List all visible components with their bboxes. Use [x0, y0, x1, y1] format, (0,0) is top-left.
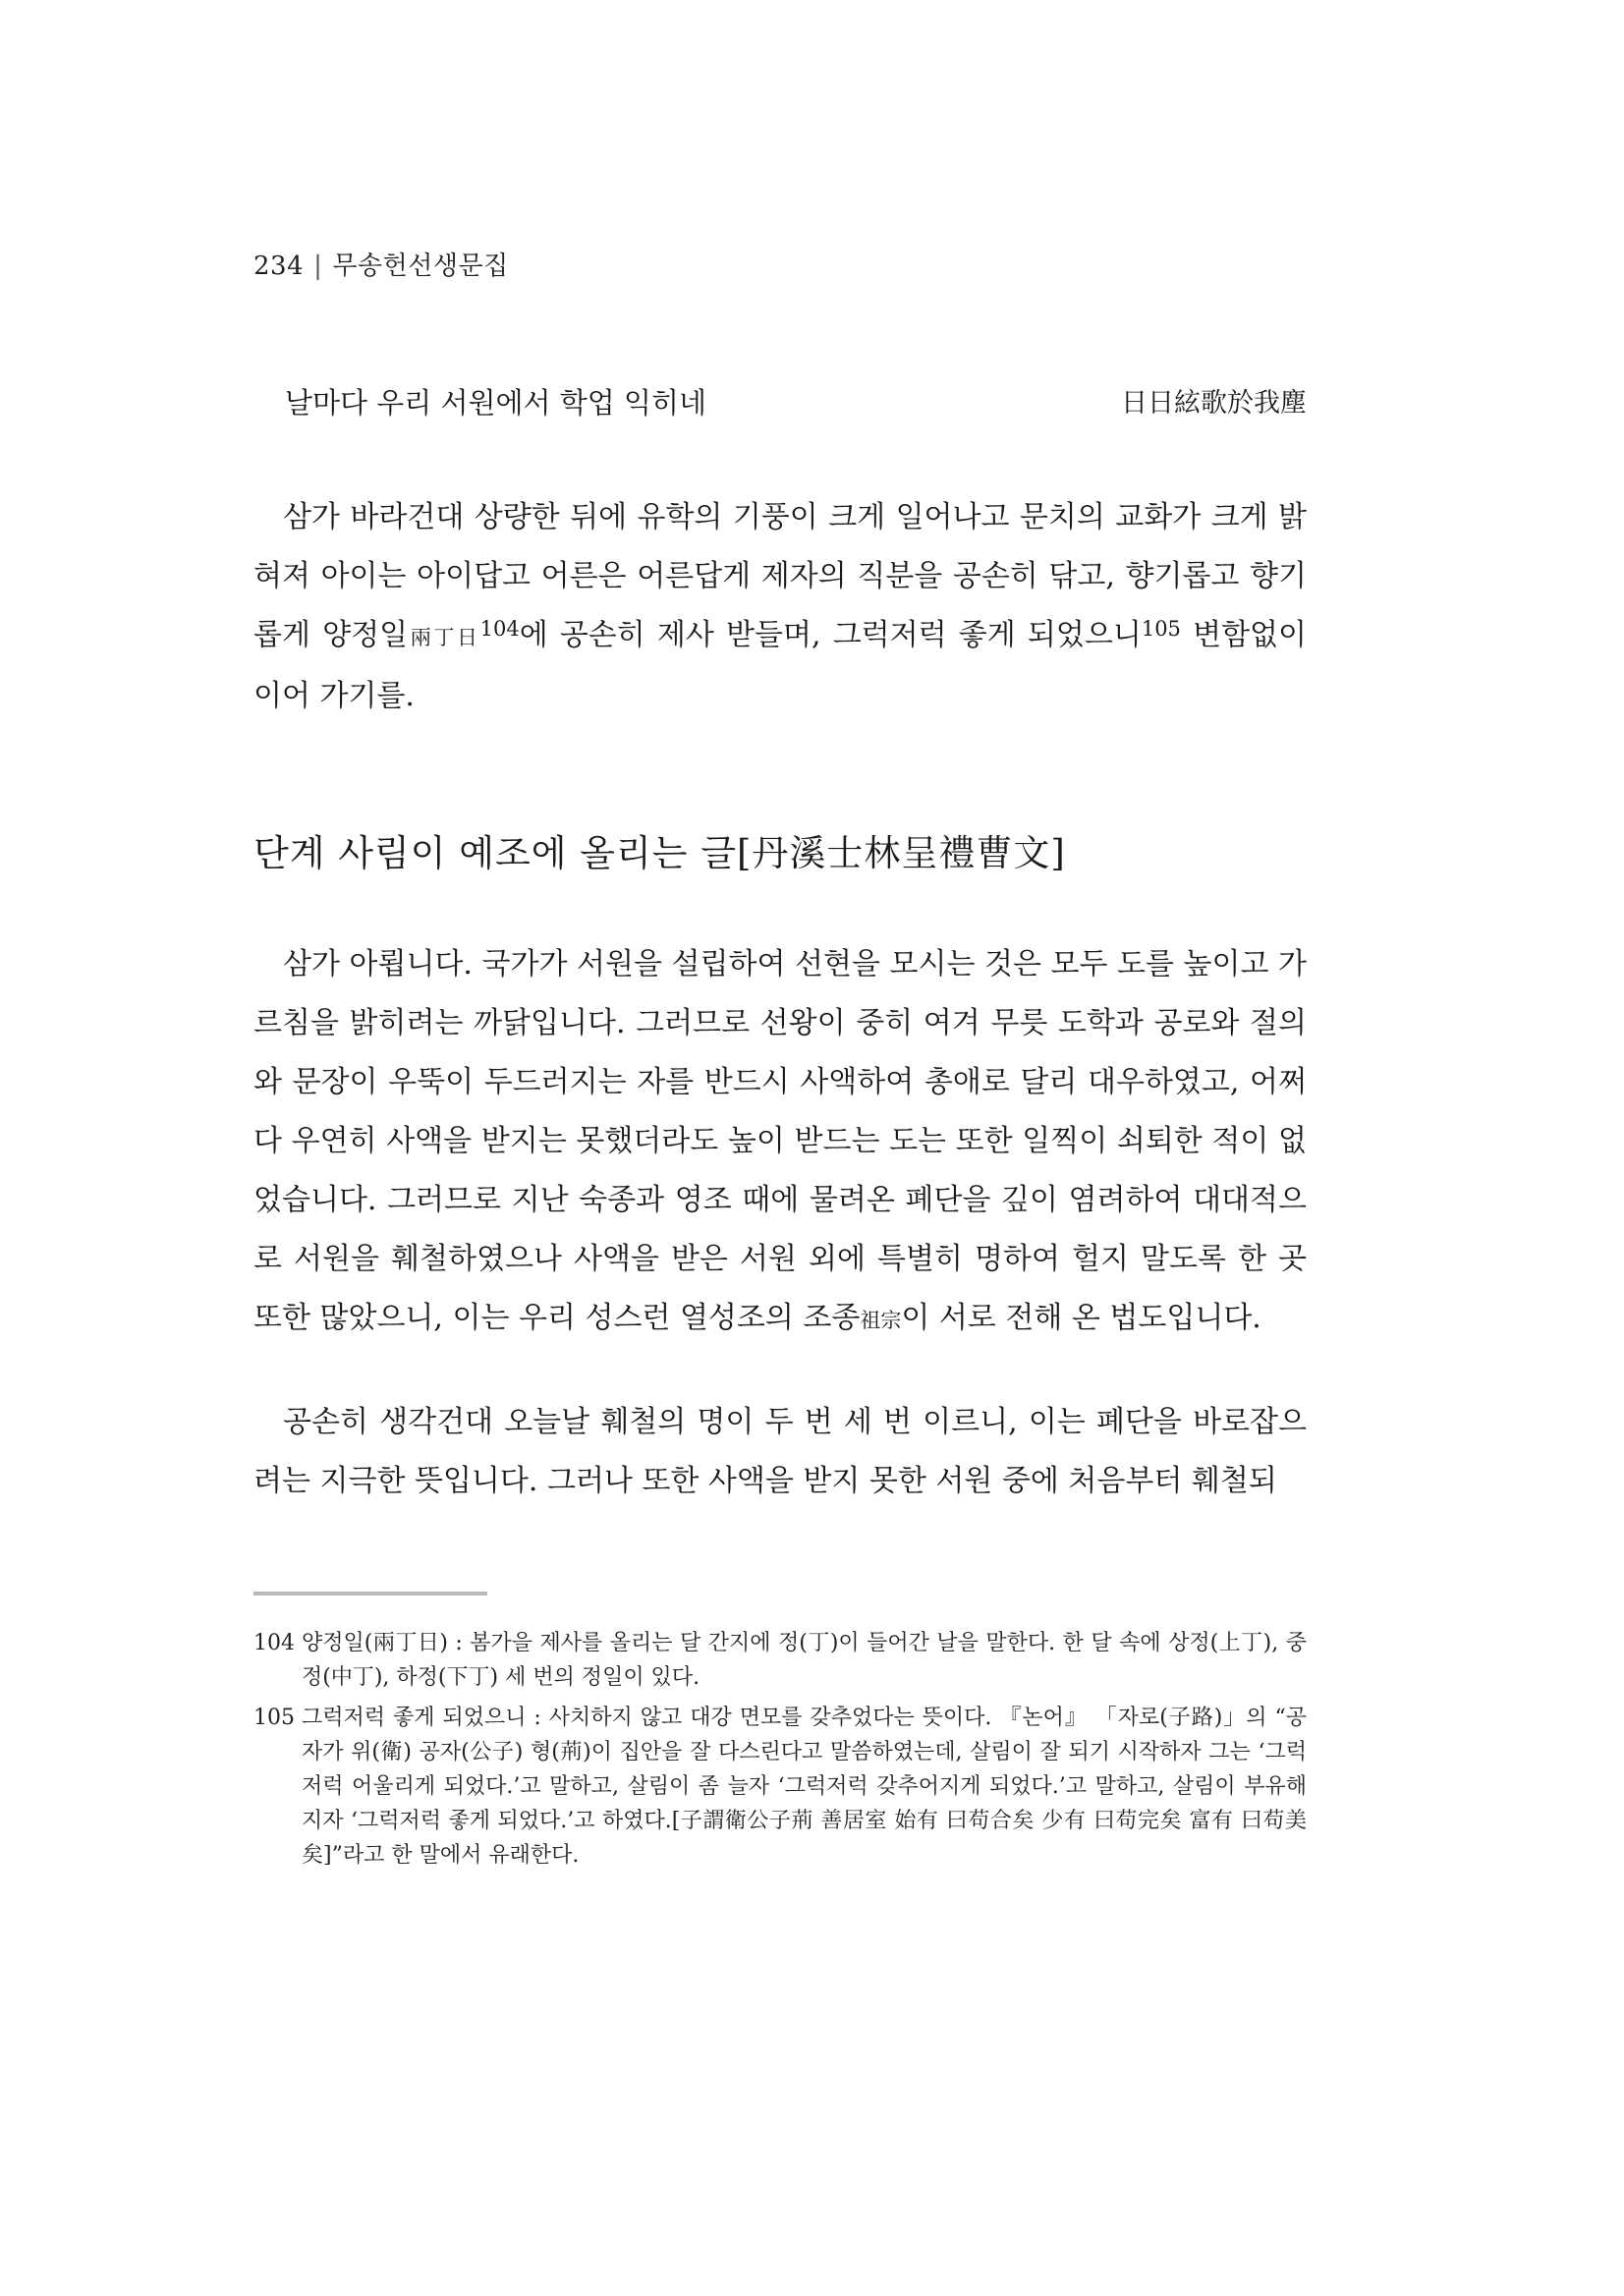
verse-chinese: 日日絃歌於我塵: [1121, 388, 1307, 419]
para2-text-b: 이 서로 전해 온 법도입니다.: [901, 1301, 1261, 1335]
section-title: 단계 사림이 예조에 올리는 글[丹溪士林呈禮曹文]: [253, 832, 1066, 874]
para1-text-c: 변함없이 이어 가기를.: [253, 618, 1308, 713]
footnote-ref-105[interactable]: 105: [1141, 617, 1181, 641]
footnote-number: 104: [253, 1631, 295, 1655]
body-paragraph-2: [253, 935, 1307, 1350]
para2-text-a: 삼가 아룁니다. 국가가 서원을 설립하여 선현을 모시는 것은 모두 도를 높이고 가르침을 밝히려는 까닭입니다. 그러므로 선왕이 중히 여겨 무릇 도학과 공로와 절의와 문장이 우뚝이 두드러지는 자를 반드시 사액하여 총애로 달리 대우하였고, 어쩌다 우연히 사액을 받지는 못했더라도 높이 받드는 도는 또한 일찍이 쇠퇴한 적이 없었습니다. 그러므로 지난 숙종과 영조 때에 물려온 폐단을 깊이 염려하여 대대적으로 서원을 훼철하였으나 사액을 받은 서원 외에 특별히 명하여 헐지 말도록 한 곳 또한 많았으니, 이는 우리 성스런 열성조의 조종: [253, 947, 1307, 1335]
para1-text-a: 삼가 바라건대 상량한 뒤에 유학의 기풍이 크게 일어나고 문치의 교화가 크게 밝혀져 아이는 아이답고 어른은 어른답게 제자의 직분을 공손히 닦고, 향기롭고 향기롭게 양정일: [253, 500, 1307, 652]
hanja-annotation: 祖宗: [860, 1309, 902, 1332]
para1-text-b: 에 공손히 제사 받들며, 그럭저럭 좋게 되었으니: [519, 618, 1142, 652]
running-header: [253, 246, 509, 282]
body-paragraph-1: [253, 488, 1307, 726]
header-separator: |: [313, 252, 323, 281]
hanja-annotation: 兩丁日: [408, 626, 480, 649]
footnote-104: [253, 1626, 1307, 1695]
footnote-number: 105: [253, 1706, 295, 1730]
body-paragraph-3: 공손히 생각건대 오늘날 훼철의 명이 두 번 세 번 이르니, 이는 폐단을 바로잡으려는 지극한 뜻입니다. 그러나 또한 사액을 받지 못한 서원 중에 처음부터 훼철되: [253, 1405, 1307, 1498]
book-title: 무송헌선생문집: [332, 252, 509, 281]
verse-korean: 날마다 우리 서원에서 학업 익히네: [285, 386, 707, 420]
footnote-ref-104[interactable]: 104: [479, 617, 520, 641]
footnote-divider: [253, 1592, 487, 1596]
footnotes: [253, 1626, 1307, 1878]
page-number: 234: [253, 252, 305, 281]
footnote-text: 그럭저럭 좋게 되었으니 : 사치하지 않고 대강 면모를 갖추었다는 뜻이다. 『논어』 「자로(子路)」의 “공자가 위(衛) 공자(公子) 형(荊)이 집안을 잘 다스린다고 말씀하였는데, 살림이 잘 되기 시작하자 그는 ‘그럭저럭 어울리게 되었다.’고 말하고, 살림이 좀 늘자 ‘그럭저럭 갖추어지게 되었다.’고 말하고, 살림이 부유해지자 ‘그럭저럭 좋게 되었다.’고 하였다.[子謂衛公子荊 善居室 始有 曰苟合矣 少有 曰苟完矣 富有 曰苟美矣]”라고 한 말에서 유래한다.: [302, 1706, 1307, 1868]
footnote-text: 양정일(兩丁日) : 봄가을 제사를 올리는 달 간지에 정(丁)이 들어간 날을 말한다. 한 달 속에 상정(上丁), 중정(中丁), 하정(下丁) 세 번의 정일이 있다.: [302, 1631, 1307, 1690]
footnote-105: [253, 1701, 1307, 1873]
